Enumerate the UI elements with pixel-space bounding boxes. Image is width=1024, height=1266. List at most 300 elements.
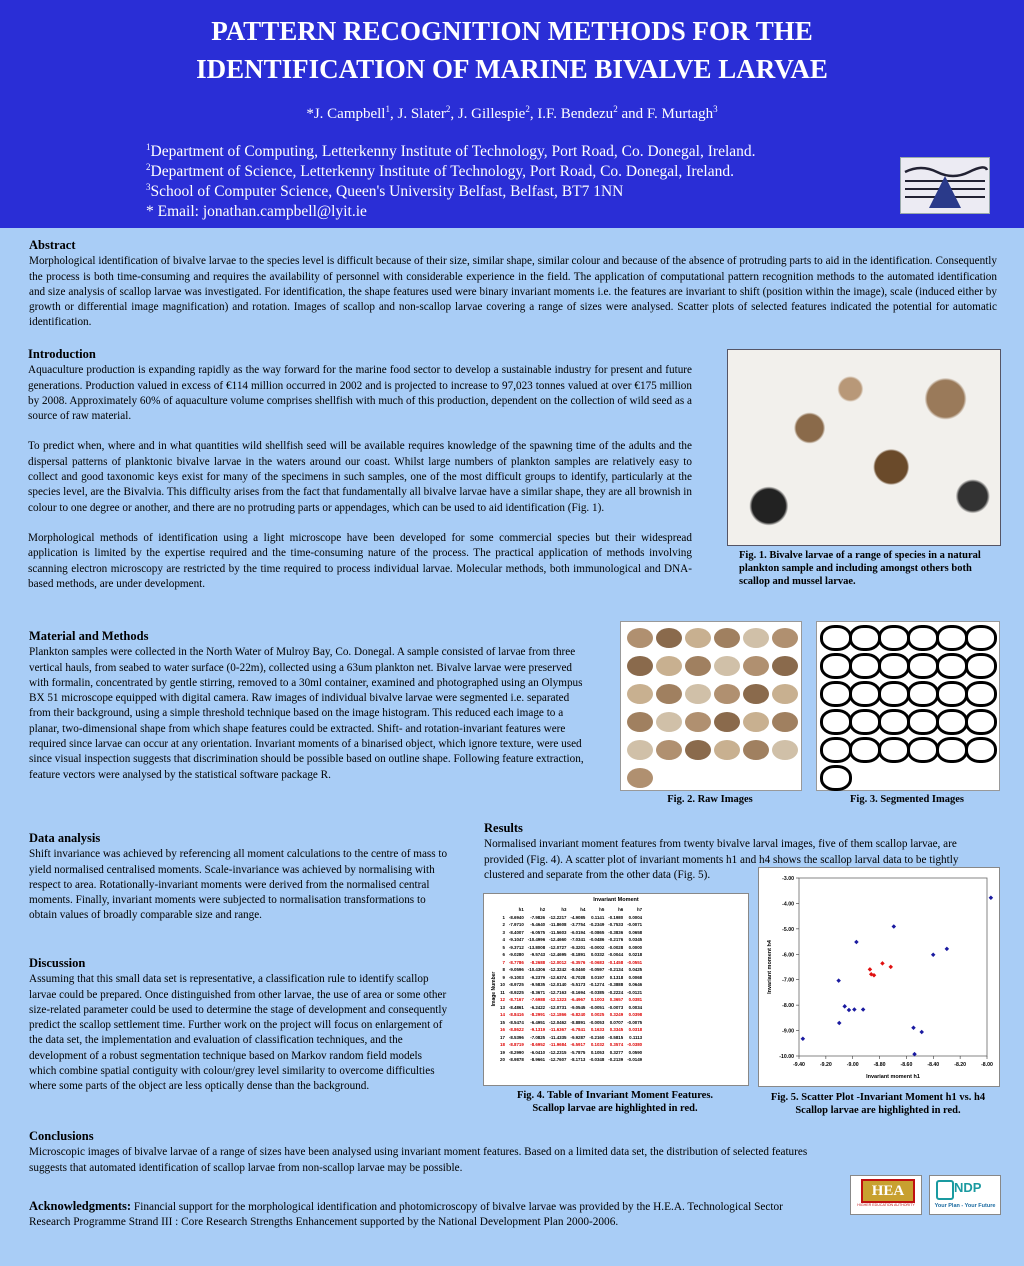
table-cell: -0.2176 <box>608 937 624 942</box>
x-tick-label: -8.00 <box>981 1062 993 1068</box>
table-column-header: h6 <box>618 907 624 912</box>
y-tick-label: -6.00 <box>782 952 794 959</box>
table-cell: -12.6374 <box>549 974 567 980</box>
author-name: J. Slater <box>397 106 446 122</box>
introduction-section <box>28 347 692 592</box>
segmented-larva-thumbnail <box>852 740 878 760</box>
table-cell: -7.6988 <box>530 997 546 1002</box>
table-cell: -9.0545 <box>570 1004 586 1010</box>
author-separator: and <box>617 106 647 122</box>
table-cell: -9.1047 <box>508 937 524 942</box>
y-tick-label: -7.00 <box>782 977 794 984</box>
table-cell: -9.9287 <box>570 1034 586 1040</box>
table-cell: -8.9225 <box>508 989 524 995</box>
x-axis-label: Invariant moment h1 <box>866 1074 920 1080</box>
y-axis-label: Invariant moment h4 <box>767 940 773 994</box>
x-tick-label: -8.20 <box>954 1062 967 1068</box>
author-name: *J. Campbell <box>306 106 386 122</box>
raw-larva-thumbnail <box>714 740 740 760</box>
methods-text: Plankton samples were collected in the North Water of Mulroy Bay, Co. Donegal. A sample consisted of larvae from three vertical hauls, from seabed to water surface (0-22m), collected using a 63um plankton net. Bivalve larvae were preserved with formalin, concentrated by gentle stirring, removed to a 30ml container, examined and photographed using an Olympus BX 51 microscope equipped with digital camera. Raw images of individual bivalve larvae were segmented i.e. separated from their background, using a simple threshold technique based on the image histogram. This reduced each image to a planar, two-dimensional shape from which shape features could be extracted. Shift- and rotation-invariant features were required since larvae can occur at any orientation. Invariant moments of a binarised object, which ignore texture, were used since visual inspection suggests that discrimination should be possible based on outline shape. Following feature extraction, feature vectors were analysed by the statistical software package R. <box>29 646 584 781</box>
table-row-number: 16 <box>500 1027 505 1032</box>
table-cell: -8.9661 <box>530 1057 546 1062</box>
introduction-heading: Introduction <box>28 347 96 361</box>
author-affiliation-mark: 3 <box>713 104 718 114</box>
raw-larva-thumbnail <box>714 712 740 732</box>
table-column-header: h1 <box>518 907 524 912</box>
table-cell: -8.4861 <box>508 1004 524 1010</box>
fig5-caption: Fig. 5. Scatter Plot -Invariant Moment h1 vs. h4 Scallop larvae are highlighted in red. <box>770 1092 986 1116</box>
table-cell: -6.3576 <box>570 959 586 965</box>
table-row <box>498 1019 644 1027</box>
results-text: Normalised invariant moment features from twenty bivalve larval images, five of them scallop larvae, are provided (Fig. 4). A scatter plot of invariant moments h1 and h4 shows the scallop larval data to be tightly clustered and separate from the other data (Fig. 5). <box>484 838 959 881</box>
table-cell: 0.0197 <box>590 974 605 980</box>
table-cell: -6.5917 <box>570 1042 586 1047</box>
table-cell: -0.0597 <box>589 967 605 972</box>
segmented-larva-thumbnail <box>939 656 965 676</box>
table-cell: -0.0073 <box>608 1004 624 1010</box>
table-cell: 0.0658 <box>628 929 643 935</box>
table-cell: 0.1032 <box>590 1042 605 1047</box>
table-cell: -0.0044 <box>608 952 624 957</box>
table-cell: -7.9826 <box>530 914 546 920</box>
abstract-section <box>29 238 997 331</box>
table-cell: -6.0194 <box>570 929 586 935</box>
table-cell: -0.0071 <box>627 922 643 927</box>
table-cell: 0.3345 <box>609 1027 624 1032</box>
table-cell: -12.0462 <box>549 1019 567 1025</box>
raw-larva-thumbnail <box>627 740 653 760</box>
table-cell: -8.1713 <box>570 1057 586 1062</box>
segmented-larva-thumbnail <box>881 740 907 760</box>
segmented-larva-thumbnail <box>823 656 849 676</box>
conclusions-heading: Conclusions <box>29 1129 94 1143</box>
table-row-number: 2 <box>502 922 505 927</box>
table-cell: -5.7875 <box>570 1049 586 1055</box>
raw-larva-thumbnail <box>714 628 740 648</box>
table-cell: -6.0575 <box>530 929 546 935</box>
table-cell: -0.2224 <box>608 989 624 995</box>
table-row <box>498 1041 644 1049</box>
table-cell: -11.8608 <box>549 922 567 927</box>
table-cell: -8.1891 <box>570 952 586 957</box>
segmented-larva-thumbnail <box>881 628 907 648</box>
table-cell: -8.9878 <box>508 1057 524 1062</box>
raw-larva-thumbnail <box>627 656 653 676</box>
affiliation-mark: 3 <box>146 181 151 192</box>
table-cell: -0.1980 <box>608 914 624 920</box>
table-row <box>498 951 644 959</box>
table-row <box>498 936 644 944</box>
raw-larva-thumbnail <box>714 656 740 676</box>
conclusions-text: Microscopic images of bivalve larvae of a range of sizes have been analysed using invariant moment features. Based on a limited data set, the distribution of selected features suggests that automated identification of scallop larvae from non-scallop larvae may be possible. <box>29 1146 808 1174</box>
segmented-larva-thumbnail <box>852 684 878 704</box>
table-cell: 0.0345 <box>628 937 643 942</box>
table-cell: -9.3201 <box>570 944 586 950</box>
y-tick-label: -5.00 <box>782 926 794 933</box>
table-cell: -8.6952 <box>530 1042 546 1047</box>
table-cell: -0.0348 <box>589 1057 605 1062</box>
table-row <box>498 959 644 967</box>
introduction-paragraph: To predict when, where and in what quantities wild shellfish seed will be available requires knowledge of the spawning time of the adults and the dispersal patterns of planktonic bivalve larvae in the waters around our coast. Whilst large numbers of plankton samples are relatively easy to collect and good taxonomic keys exist for many of the specimens in such samples, one of the most difficult groups to identify, particularly at the species level, are the Bivalvia. This difficulty arises from the fact that fundamentally all bivalve larvae have a similar shape, they are all brownish in colour to one degree or another, and there are no protruding parts or appendages, which can be used to aid identification (Fig. 1). <box>28 440 692 514</box>
introduction-paragraph: Morphological methods of identification using a light microscope have been developed for some commercial species but their widespread application is limited by the expertise required and the time-consuming nature of the process. The practical application of methods involving scanning electron microscopy are restricted by the time required to process individual larvae. Molecular methods, both immunological and DNA-based methods, are under development. <box>28 531 692 590</box>
table-cell: -0.0380 <box>627 1042 643 1047</box>
table-row-number: 5 <box>502 944 505 950</box>
table-cell: -8.9725 <box>508 982 524 987</box>
table-cell: 0.3574 <box>609 1042 624 1047</box>
table-cell: 0.1003 <box>590 997 605 1002</box>
table-cell: -6.8240 <box>570 1012 586 1017</box>
table-row-axis-label: Image Number <box>491 971 497 1007</box>
segmented-larva-thumbnail <box>852 656 878 676</box>
table-cell: -11.5603 <box>549 929 567 935</box>
segmented-larva-thumbnail <box>910 656 936 676</box>
raw-larva-thumbnail <box>772 656 798 676</box>
table-row <box>498 921 644 929</box>
table-cell: -0.3836 <box>608 929 624 935</box>
table-cell: -0.2134 <box>608 967 624 972</box>
table-cell: -0.1274 <box>589 982 605 987</box>
table-cell: 0.1053 <box>590 1049 605 1055</box>
table-cell: 0.0398 <box>628 1012 643 1017</box>
raw-larva-thumbnail <box>743 684 769 704</box>
scatter-plot <box>759 868 999 1086</box>
fig3-caption: Fig. 3. Segmented Images <box>849 794 965 805</box>
table-cell: -12.0731 <box>549 1004 567 1010</box>
author-separator: , <box>450 106 458 122</box>
table-cell: -0.0149 <box>627 1057 643 1062</box>
y-tick-label: -3.00 <box>782 876 794 882</box>
table-row-number: 9 <box>502 974 505 980</box>
institute-logo <box>900 157 990 214</box>
affiliation-list <box>146 142 756 222</box>
table-cell: -12.1323 <box>549 997 567 1002</box>
raw-larva-thumbnail <box>627 712 653 732</box>
table-cell: 0.0004 <box>628 914 643 920</box>
table-cell: -0.2349 <box>589 922 605 927</box>
table-cell: -8.7028 <box>570 974 586 980</box>
raw-larva-thumbnail <box>627 768 653 788</box>
table-cell: -0.7533 <box>608 922 624 927</box>
table-cell: -8.7786 <box>508 959 524 965</box>
affiliation-mark: 2 <box>146 161 151 172</box>
table-row <box>498 1049 644 1057</box>
table-cell: -13.8008 <box>527 944 546 950</box>
table-cell: -0.1458 <box>608 959 624 965</box>
introduction-paragraph: Aquaculture production is expanding rapidly as the way forward for the marine food sector to develop a sustainable industry for present and future generations. Production valued in excess of €114 million occurred in 2002 and is projected to increase to 97,023 tonnes valued at over €175 million by 2008. Approximately 60% of aquaculture volume comprises shellfish with much of this production, dependent on the collection of wild seed as a source of raw material. <box>28 364 692 423</box>
table-cell: -7.0341 <box>570 937 586 942</box>
table-cell: -0.5815 <box>608 1034 624 1040</box>
poster-title: PATTERN RECOGNITION METHODS FOR THE IDENTIFICATION OF MARINE BIVALVE LARVAE <box>196 16 828 84</box>
table-cell: 0.3249 <box>609 1012 624 1017</box>
table-cell: 0.0318 <box>628 1027 643 1032</box>
table-cell: -9.0596 <box>508 967 524 972</box>
y-tick-label: -4.00 <box>782 901 794 908</box>
affiliation-mark: 1 <box>146 141 151 152</box>
table-cell: -12.0727 <box>549 944 567 950</box>
table-row-number: 17 <box>500 1034 505 1040</box>
table-cell: -8.8416 <box>508 1012 524 1017</box>
raw-larva-thumbnail <box>714 684 740 704</box>
table-cell: -9.5835 <box>530 982 546 987</box>
table-cell: 0.3657 <box>609 997 624 1002</box>
affiliation-text: * Email: jonathan.campbell@lyit.ie <box>146 203 367 220</box>
table-cell: -8.8622 <box>508 1027 524 1032</box>
segmented-larva-thumbnail <box>910 740 936 760</box>
segmented-larva-thumbnail <box>823 740 849 760</box>
segmented-larva-thumbnail <box>852 628 878 648</box>
fig5-scatter-chart <box>758 867 1000 1087</box>
segmented-larva-thumbnail <box>939 628 965 648</box>
table-cell: -12.7163 <box>549 989 567 995</box>
table-cell: 0.1113 <box>629 1034 643 1040</box>
plot-area <box>799 878 987 1056</box>
table-row <box>498 996 644 1004</box>
fig2-raw-images <box>620 621 802 791</box>
table-cell: -8.2990 <box>508 1049 524 1055</box>
table-cell: -11.6367 <box>549 1027 567 1032</box>
affiliation-text: School of Computer Science, Queen's University Belfast, Belfast, BT7 1NN <box>150 183 624 200</box>
segmented-larva-thumbnail <box>939 740 965 760</box>
raw-larva-thumbnail <box>685 628 711 648</box>
table-cell: -0.0075 <box>627 1019 643 1025</box>
y-tick-label: -8.00 <box>782 1003 794 1010</box>
table-cell: -12.2217 <box>549 914 567 920</box>
table-cell: -10.4306 <box>527 967 546 972</box>
table-row <box>498 1004 644 1012</box>
abstract-text: Morphological identification of bivalve larvae to the species level is difficult because of their size, similar shape, similar colour and because of the absence of protruding parts to aid in the identification. Consequently the process is both time-consuming and requires the availability of personnel with considerable experience in the field. The application of computational pattern recognition methods to the automated identification and size analysis of scallop larvae was investigated. For identification, the shape features used were binary invariant moments i.e. the features are invariant to shift (position within the image), scale (induced either by growth or differential image magnification) and rotation. Images of scallop and non-scallop larvae covering a range of sizes were analysed. Scatter plots of selected features indicated the potential for automatic identification. <box>29 255 997 329</box>
table-row-number: 6 <box>502 952 505 957</box>
segmented-larva-thumbnail <box>968 656 994 676</box>
table-cell: -0.0053 <box>589 1019 605 1025</box>
table-cell: -6.2422 <box>530 1004 546 1010</box>
y-tick-label: -9.00 <box>782 1028 794 1035</box>
table-cell: -9.0280 <box>508 952 524 957</box>
raw-larva-thumbnail <box>685 740 711 760</box>
author-affiliation-mark: 2 <box>525 104 530 114</box>
x-tick-label: -9.00 <box>846 1062 859 1068</box>
table-row <box>498 966 644 974</box>
table-cell: -9.3712 <box>508 944 524 950</box>
table-cell: -0.0865 <box>589 929 605 935</box>
table-cell: -6.7841 <box>570 1027 586 1032</box>
table-cell: -8.2688 <box>530 959 546 965</box>
table-cell: -8.1694 <box>570 989 586 995</box>
table-cell: -0.2139 <box>608 1057 624 1062</box>
table-cell: -12.3242 <box>549 967 567 972</box>
poster-header <box>0 0 1024 228</box>
fig4-caption: Fig. 4. Table of Invariant Moment Features. Scallop larvae are highlighted in red. <box>516 1090 714 1114</box>
table-cell: -12.0012 <box>549 959 567 965</box>
table-cell: 0.0034 <box>628 1004 643 1010</box>
table-cell: 0.0332 <box>590 952 605 957</box>
data-analysis-section <box>29 831 449 924</box>
table-cell: -7.0825 <box>530 1034 546 1040</box>
table-cell: -8.7167 <box>508 997 524 1002</box>
affiliation-text: Department of Computing, Letterkenny Institute of Technology, Port Road, Co. Donegal, Ireland. <box>150 143 756 160</box>
table-row <box>498 989 644 997</box>
table-cell: -4.9085 <box>570 914 586 920</box>
affiliation-line <box>146 162 756 182</box>
segmented-larva-thumbnail <box>823 684 849 704</box>
segmented-larva-thumbnail <box>852 712 878 732</box>
table-cell: -0.0121 <box>627 989 643 995</box>
table-row <box>498 981 644 989</box>
y-tick-label: -10.00 <box>779 1054 794 1060</box>
segmented-larva-thumbnail <box>823 628 849 648</box>
author-affiliation-mark: 2 <box>445 104 451 114</box>
raw-larva-thumbnail <box>627 684 653 704</box>
table-cell: -5.4640 <box>530 922 546 927</box>
x-tick-label: -8.60 <box>900 1062 913 1068</box>
segmented-larva-thumbnail <box>968 684 994 704</box>
table-row <box>498 944 644 952</box>
raw-larva-thumbnail <box>656 656 682 676</box>
table-row <box>498 1011 644 1019</box>
table-row-number: 8 <box>502 967 505 972</box>
discussion-heading: Discussion <box>29 956 86 970</box>
author-name: J. Gillespie <box>457 106 526 122</box>
raw-larva-thumbnail <box>685 684 711 704</box>
table-cell: -6.4967 <box>570 997 586 1002</box>
table-cell: -0.0551 <box>627 959 643 965</box>
table-row-number: 13 <box>500 1004 505 1010</box>
segmented-larva-thumbnail <box>939 712 965 732</box>
table-row <box>498 1026 644 1034</box>
table-cell: -8.6940 <box>508 914 524 920</box>
raw-larva-thumbnail <box>772 712 798 732</box>
table-cell: 0.1141 <box>591 914 605 920</box>
table-cell: -0.3888 <box>608 982 624 987</box>
fig2-caption: Fig. 2. Raw Images <box>667 794 753 805</box>
table-cell: -0.0683 <box>589 959 605 965</box>
table-cell: -0.0486 <box>589 937 605 942</box>
table-cell: 0.1633 <box>590 1027 605 1032</box>
segmented-larva-thumbnail <box>968 712 994 732</box>
table-row-number: 10 <box>500 982 505 987</box>
table-cell: -8.5474 <box>508 1019 524 1025</box>
table-cell: -0.2160 <box>589 1034 605 1040</box>
table-cell: 0.0590 <box>628 1049 643 1055</box>
table-cell: -8.0460 <box>570 967 586 972</box>
table-column-header: h5 <box>599 907 605 912</box>
table-cell: 0.1318 <box>609 974 624 980</box>
table-row-number: 12 <box>500 997 505 1002</box>
table-cell: -11.9684 <box>549 1042 567 1047</box>
methods-section <box>29 629 589 783</box>
table-cell: 0.0218 <box>628 952 643 957</box>
methods-heading: Material and Methods <box>29 629 149 643</box>
affiliation-line <box>146 182 756 202</box>
table-cell: -12.7607 <box>549 1057 567 1062</box>
raw-larva-thumbnail <box>685 712 711 732</box>
raw-larva-thumbnail <box>772 684 798 704</box>
scatter-point <box>989 895 994 900</box>
segmented-larva-thumbnail <box>910 712 936 732</box>
table-cell: -9.5743 <box>530 952 546 957</box>
x-tick-label: -8.40 <box>927 1062 940 1068</box>
table-row-number: 11 <box>500 989 505 995</box>
raw-larva-thumbnail <box>656 740 682 760</box>
table-row-number: 19 <box>500 1049 505 1055</box>
segmented-larva-thumbnail <box>881 712 907 732</box>
raw-larva-thumbnail <box>772 628 798 648</box>
table-cell: -5.5173 <box>570 982 586 987</box>
table-cell: -8.4007 <box>508 929 524 935</box>
table-cell: -8.8891 <box>570 1019 586 1025</box>
table-cell: -10.4996 <box>527 937 546 942</box>
table-cell: 0.0707 <box>609 1019 624 1025</box>
segmented-larva-thumbnail <box>881 656 907 676</box>
table-row-number: 1 <box>502 914 505 920</box>
fig4-moment-table <box>483 893 749 1086</box>
table-cell: -12.1866 <box>549 1012 567 1017</box>
raw-larva-thumbnail <box>656 628 682 648</box>
ndp-logo: NDP Your Plan - Your Future <box>929 1175 1001 1215</box>
segmented-larva-thumbnail <box>910 628 936 648</box>
table-column-header: h3 <box>561 907 567 912</box>
table-column-header: h2 <box>540 907 546 912</box>
table-cell: 0.0425 <box>628 967 643 972</box>
raw-larva-thumbnail <box>743 712 769 732</box>
table-cell: -8.2991 <box>530 1012 546 1017</box>
table-cell: -11.4335 <box>549 1034 567 1040</box>
table-row-number: 14 <box>500 1012 505 1017</box>
table-row-number: 7 <box>502 959 505 965</box>
table-cell: -6.4951 <box>530 1019 546 1025</box>
x-tick-label: -8.80 <box>873 1062 886 1068</box>
abstract-heading: Abstract <box>29 238 76 252</box>
acknowledgments-section <box>29 1199 819 1231</box>
table-cell: -8.3671 <box>530 989 546 995</box>
table-cell: -7.9710 <box>508 922 524 927</box>
table-cell: -9.2379 <box>530 974 546 980</box>
fig1-caption: Fig. 1. Bivalve larvae of a range of species in a natural plankton sample and including amongst others both scallop and mussel larvae. <box>739 550 981 587</box>
table-cell: -6.0410 <box>530 1049 546 1055</box>
author-affiliation-mark: 1 <box>385 104 390 114</box>
author-separator: , <box>389 106 398 122</box>
affiliation-text: Department of Science, Letterkenny Institute of Technology, Port Road, Co. Donegal, Ireland. <box>150 163 734 180</box>
author-name: F. Murtagh <box>646 106 714 122</box>
table-cell: -0.0028 <box>608 944 624 950</box>
table-cell: 0.3277 <box>609 1049 624 1055</box>
table-row-number: 15 <box>500 1019 505 1025</box>
author-list <box>0 106 1024 123</box>
table-cell: -8.5396 <box>508 1034 524 1040</box>
table-cell: -12.0140 <box>549 982 567 987</box>
table-cell: 0.0000 <box>628 944 643 950</box>
x-tick-label: -9.20 <box>819 1062 832 1068</box>
raw-larva-thumbnail <box>685 656 711 676</box>
author-name: I.F. Bendezu <box>537 106 614 122</box>
segmented-larva-thumbnail <box>881 684 907 704</box>
table-row-number: 4 <box>502 937 505 942</box>
segmented-larva-thumbnail <box>968 740 994 760</box>
table-cell: -9.1003 <box>508 974 524 980</box>
fig1-plankton-photo <box>727 349 1001 546</box>
table-cell: -0.0051 <box>589 1004 605 1010</box>
raw-larva-thumbnail <box>772 740 798 760</box>
author-separator: , <box>529 106 538 122</box>
x-tick-label: -9.40 <box>793 1062 805 1068</box>
table-row-number: 18 <box>500 1042 505 1047</box>
table-cell: -9.1319 <box>530 1027 546 1032</box>
affiliation-line <box>146 202 756 222</box>
segmented-larva-thumbnail <box>910 684 936 704</box>
table-cell: 0.0646 <box>628 982 643 987</box>
affiliation-line <box>146 142 756 162</box>
segmented-larva-thumbnail <box>823 768 849 788</box>
table-column-header: h7 <box>636 907 643 912</box>
